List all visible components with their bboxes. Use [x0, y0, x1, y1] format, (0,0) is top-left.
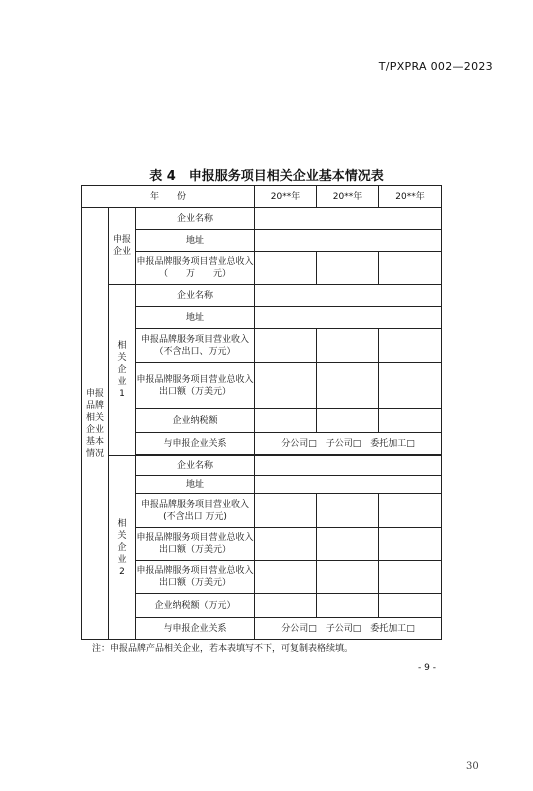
- value-cell[interactable]: [255, 494, 317, 528]
- value-cell[interactable]: [255, 285, 442, 307]
- value-cell[interactable]: [255, 409, 317, 433]
- row-label: 申报品牌服务项目营业总收入 出口额（万美元）: [136, 528, 255, 561]
- table-row: [82, 363, 442, 409]
- value-cell[interactable]: [255, 307, 442, 329]
- table-note: 注：申报品牌产品相关企业，若本表填写不下，可复制表格续填。: [92, 644, 354, 654]
- row-label: 企业名称: [136, 208, 255, 230]
- year-header-cell: 年 份: [82, 186, 255, 208]
- row-label: 地址: [136, 307, 255, 329]
- table-row: [82, 476, 442, 494]
- applicant-label: 申报 企业: [109, 208, 136, 285]
- row-label: 申报品牌服务项目营业总收入 出口额（万美元）: [136, 561, 255, 594]
- value-cell[interactable]: [255, 363, 317, 409]
- table-row: [82, 329, 442, 363]
- table-row: [82, 528, 442, 561]
- row-label: 申报品牌服务项目营业总收入 出口额（万美元）: [136, 363, 255, 409]
- row-label: 企业纳税额: [136, 409, 255, 433]
- table-row: [82, 208, 442, 230]
- row-label: 申报品牌服务项目营业收入 (不含出口 万元): [136, 494, 255, 528]
- value-cell[interactable]: [255, 230, 442, 252]
- row-label: 与申报企业关系: [136, 618, 255, 640]
- value-cell[interactable]: [317, 252, 379, 285]
- year-header-row: [82, 186, 442, 208]
- value-cell[interactable]: [379, 594, 442, 618]
- value-cell[interactable]: [379, 494, 442, 528]
- value-cell[interactable]: [255, 476, 442, 494]
- row-label: 申报品牌服务项目营业收入 （不含出口、万元）: [136, 329, 255, 363]
- document-code: T/PXPRA 002—2023: [378, 60, 493, 73]
- group-label: 申报 品牌 相关 企业 基本 情况: [82, 208, 109, 640]
- value-cell[interactable]: [255, 456, 442, 476]
- table-row: [82, 456, 442, 476]
- value-cell[interactable]: [255, 252, 317, 285]
- value-cell[interactable]: [317, 329, 379, 363]
- page-number: 30: [466, 761, 479, 772]
- table-row: [82, 230, 442, 252]
- enterprise-info-table: [81, 185, 442, 640]
- value-cell[interactable]: [317, 494, 379, 528]
- row-label: 企业名称: [136, 285, 255, 307]
- table-row: [82, 307, 442, 329]
- value-cell[interactable]: [379, 409, 442, 433]
- row-label: 与申报企业关系: [136, 433, 255, 455]
- year-cell: 20**年: [255, 186, 317, 208]
- table-row: [82, 618, 442, 640]
- table-row: [82, 494, 442, 528]
- row-label: 地址: [136, 476, 255, 494]
- value-cell[interactable]: [317, 561, 379, 594]
- value-cell[interactable]: [255, 528, 317, 561]
- value-cell[interactable]: [317, 363, 379, 409]
- value-cell[interactable]: [379, 252, 442, 285]
- table-title: 表 4 申报服务项目相关企业基本情况表: [149, 169, 384, 184]
- relation-options[interactable]: 分公司□ 子公司□ 委托加工□: [255, 618, 442, 640]
- value-cell[interactable]: [379, 561, 442, 594]
- table-row: [82, 594, 442, 618]
- year-cell: 20**年: [317, 186, 379, 208]
- value-cell[interactable]: [255, 594, 317, 618]
- value-cell[interactable]: [255, 208, 442, 230]
- table-row: [82, 409, 442, 433]
- table-row: [82, 285, 442, 307]
- value-cell[interactable]: [379, 528, 442, 561]
- table-row: [82, 561, 442, 594]
- value-cell[interactable]: [379, 363, 442, 409]
- year-cell: 20**年: [379, 186, 442, 208]
- related1-label: 相 关 企 业 1: [109, 285, 136, 456]
- row-label: 申报品牌服务项目营业总收入 （ 万 元）: [136, 252, 255, 285]
- value-cell[interactable]: [317, 528, 379, 561]
- table-row: [82, 252, 442, 285]
- value-cell[interactable]: [317, 594, 379, 618]
- related2-label: 相 关 企 业 2: [109, 456, 136, 640]
- row-label: 地址: [136, 230, 255, 252]
- table-row: [82, 433, 442, 455]
- relation-options[interactable]: 分公司□ 子公司□ 委托加工□: [255, 433, 442, 455]
- value-cell[interactable]: [317, 409, 379, 433]
- value-cell[interactable]: [379, 329, 442, 363]
- value-cell[interactable]: [255, 329, 317, 363]
- row-label: 企业名称: [136, 456, 255, 476]
- row-label: 企业纳税额（万元）: [136, 594, 255, 618]
- page-mark: - 9 -: [418, 663, 436, 673]
- value-cell[interactable]: [255, 561, 317, 594]
